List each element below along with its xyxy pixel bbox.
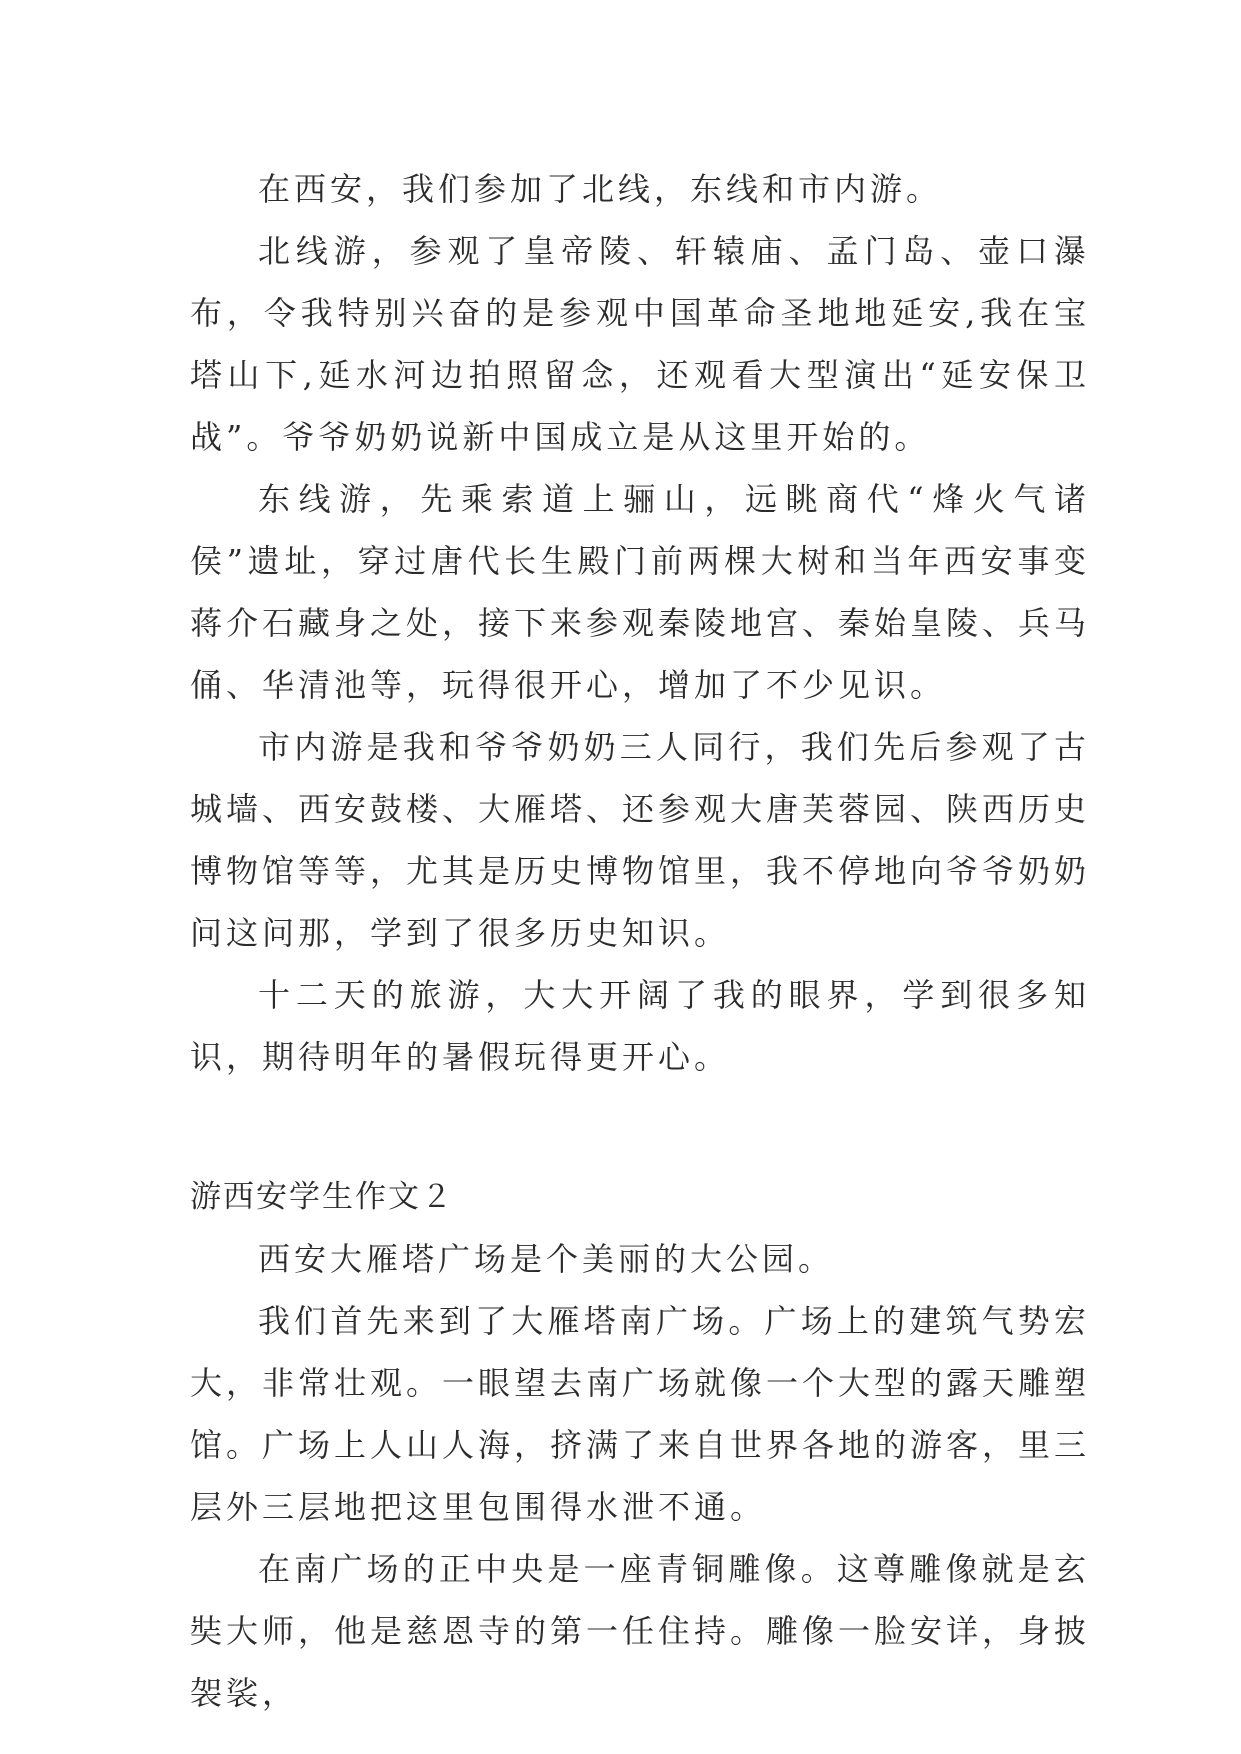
paragraph: 在西安，我们参加了北线，东线和市内游。 <box>258 170 943 208</box>
paragraph: 十二天的旅游，大大开阔了我的眼界，学到很多知识，期待明年的暑假玩得更开心。 <box>190 976 1090 1076</box>
document-body <box>190 158 1090 1724</box>
paragraph: 我们首先来到了大雁塔南广场。广场上的建筑气势宏大，非常壮观。一眼望去南广场就像一个大型的露天雕塑馆。广场上人山人海，挤满了来自世界各地的游客，里三层外三层地把这里包围得水泄不通。 <box>190 1302 1091 1526</box>
section-title: 游西安学生作文２ <box>190 1179 454 1215</box>
paragraph: 西安大雁塔广场是个美丽的大公园。 <box>258 1240 835 1278</box>
paragraph: 在南广场的正中央是一座青铜雕像。这尊雕像就是玄奘大师，他是慈恩寺的第一任住持。雕像一脸安详，身披袈裟， <box>190 1550 1091 1712</box>
paragraph: 东线游，先乘索道上骊山，远眺商代“烽火气诸侯”遗址，穿过唐代长生殿门前两棵大树和当年西安事变蒋介石藏身之处，接下来参观秦陵地宫、秦始皇陵、兵马俑、华清池等，玩得很开心，增加了不少见识。 <box>190 480 1091 704</box>
paragraph: 市内游是我和爷爷奶奶三人同行，我们先后参观了古城墙、西安鼓楼、大雁塔、还参观大唐芙蓉园、陕西历史博物馆等等，尤其是历史博物馆里，我不停地向爷爷奶奶问这问那，学到了很多历史知识。 <box>190 728 1091 952</box>
paragraph: 北线游，参观了皇帝陵、轩辕庙、孟门岛、壶口瀑布，令我特别兴奋的是参观中国革命圣地地延安,我在宝塔山下,延水河边拍照留念，还观看大型演出“延安保卫战”。爷爷奶奶说新中国成立是从这里开始的。 <box>190 232 1090 456</box>
